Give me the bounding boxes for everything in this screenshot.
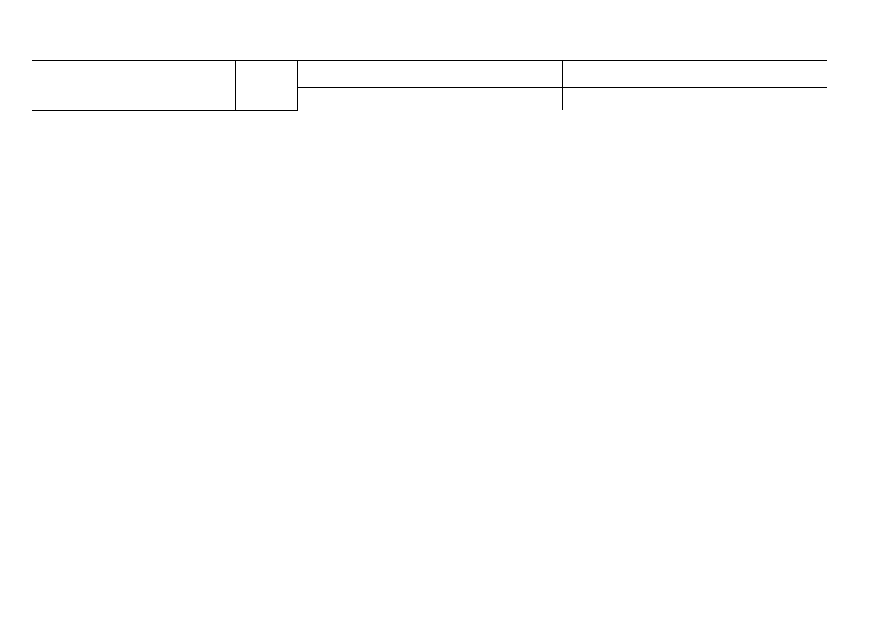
price-index-table <box>32 60 827 111</box>
header-mom <box>297 61 562 88</box>
header-blank <box>32 61 235 111</box>
header-mom-year <box>297 88 562 111</box>
header-yoy-year <box>562 88 827 111</box>
header-yoy <box>562 61 827 88</box>
footnote-1 <box>40 566 49 582</box>
header-weight <box>235 61 297 111</box>
